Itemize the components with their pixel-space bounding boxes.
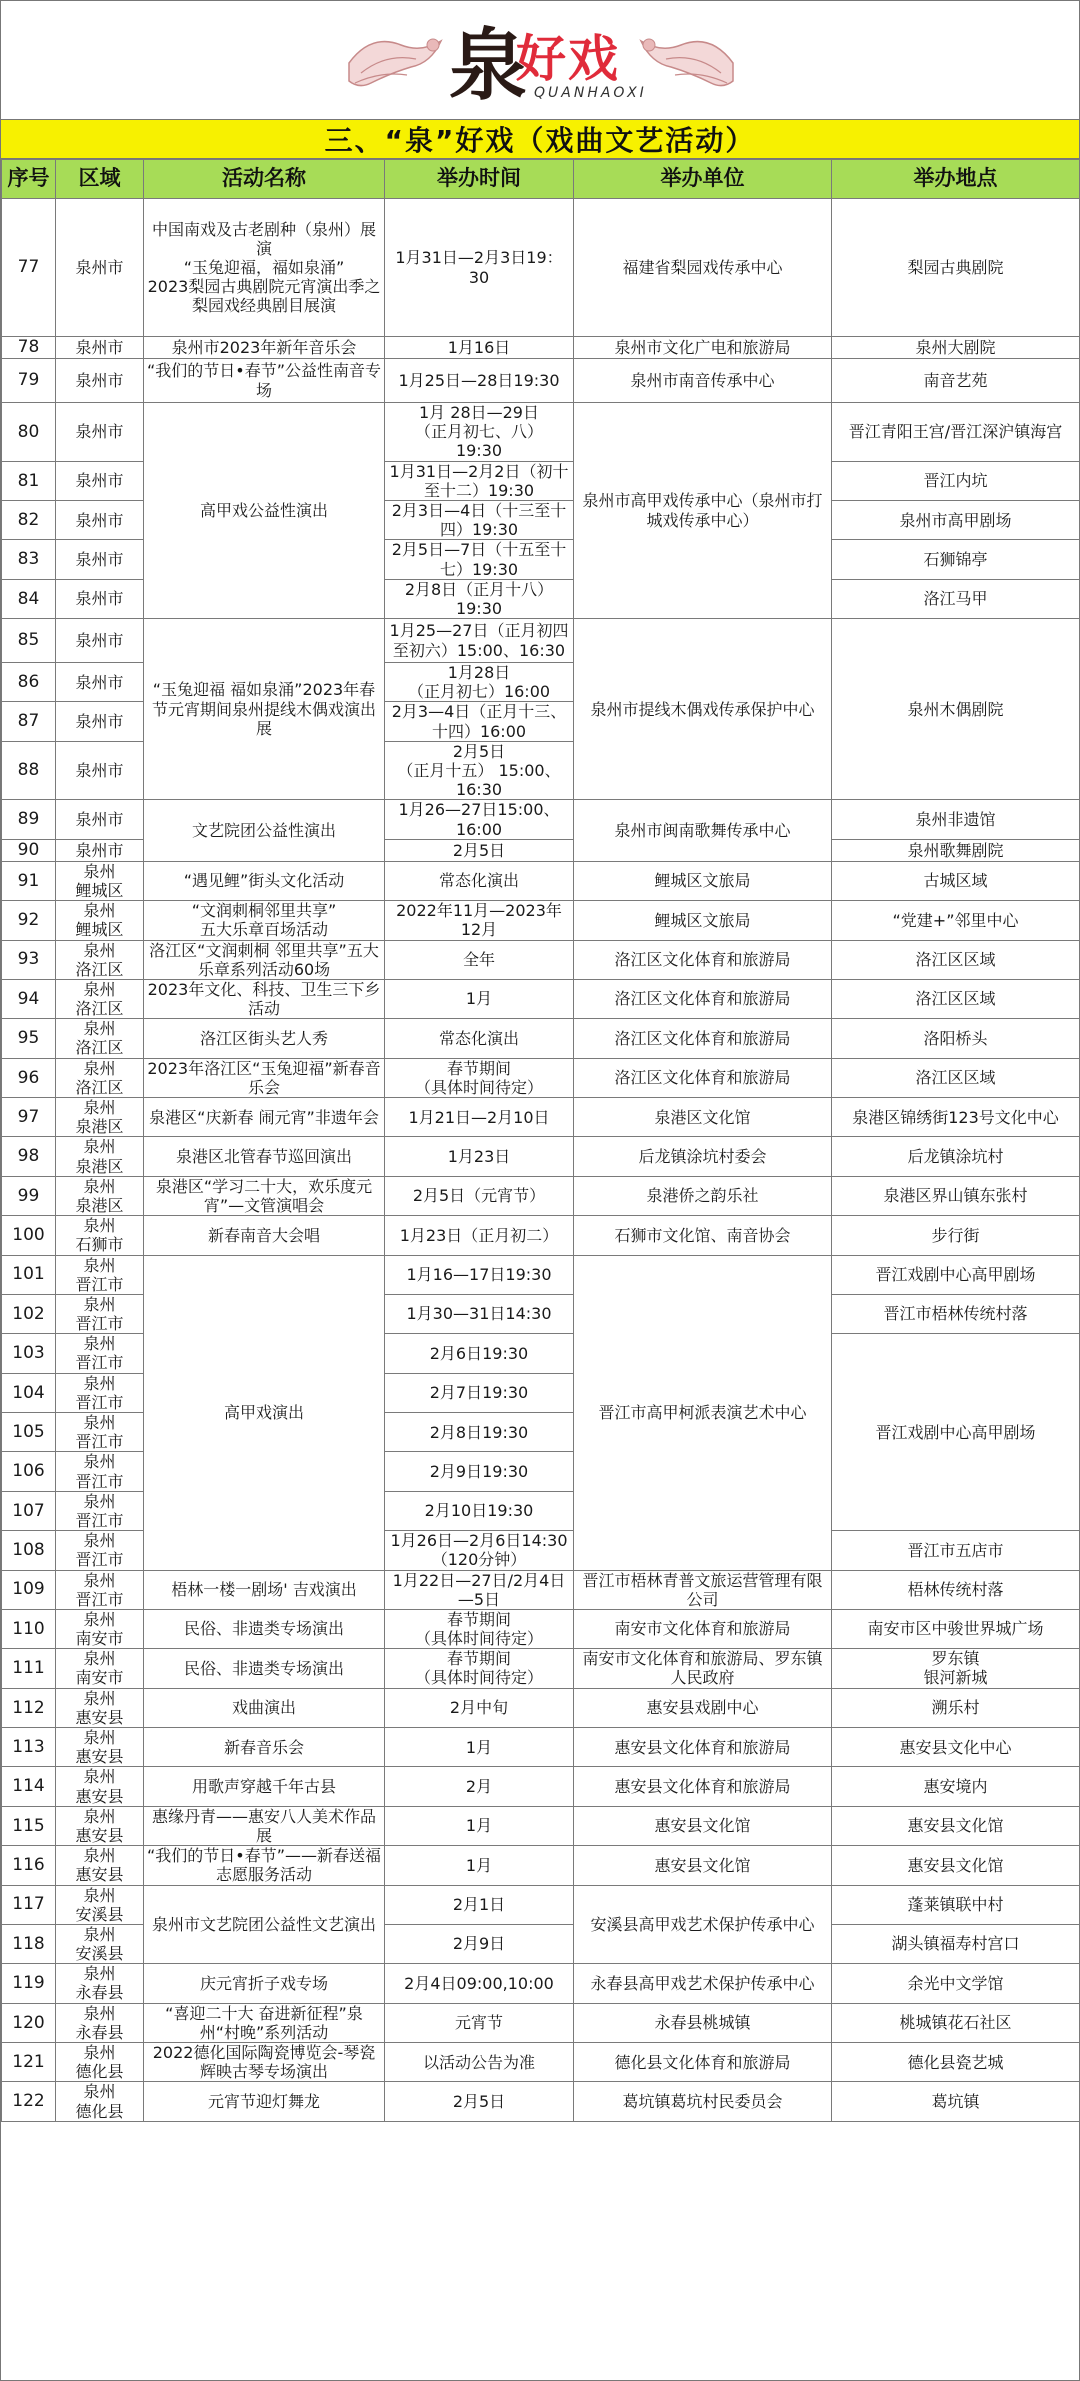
- area-cell: 泉州 南安市: [56, 1649, 144, 1688]
- table-row: [2, 1806, 1080, 1845]
- table-row: [2, 1137, 1080, 1176]
- venue-cell: 晋江市五店市: [832, 1531, 1080, 1570]
- area-cell: 泉州市: [56, 359, 144, 403]
- area-cell: 泉州 惠安县: [56, 1767, 144, 1806]
- organizer-cell: 德化县文化体育和旅游局: [574, 2043, 832, 2082]
- venue-cell: 泉港区锦绣街123号文化中心: [832, 1098, 1080, 1137]
- activity-name-cell: 新春南音大会唱: [144, 1216, 385, 1255]
- organizer-cell: 泉港区文化馆: [574, 1098, 832, 1137]
- row-number: 87: [2, 702, 56, 741]
- organizer-cell: 晋江市梧林青普文旅运营管理有限公司: [574, 1570, 832, 1609]
- row-number: 122: [2, 2082, 56, 2121]
- organizer-cell: 鲤城区文旅局: [574, 901, 832, 940]
- organizer-cell: 安溪县高甲戏艺术保护传承中心: [574, 1885, 832, 1964]
- venue-cell: “党建+”邻里中心: [832, 901, 1080, 940]
- flying-apsara-right-icon: [631, 23, 741, 103]
- row-number: 120: [2, 2003, 56, 2042]
- venue-cell: 泉州市高甲剧场: [832, 500, 1080, 539]
- time-cell: 1月16日: [385, 337, 574, 359]
- table-row: [2, 1176, 1080, 1215]
- time-cell: 春节期间 （具体时间待定）: [385, 1058, 574, 1097]
- time-cell: 1月25—27日（正月初四至初六）15:00、16:30: [385, 619, 574, 663]
- organizer-cell: 惠安县戏剧中心: [574, 1688, 832, 1727]
- venue-cell: 晋江戏剧中心高甲剧场: [832, 1255, 1080, 1294]
- organizer-cell: 后龙镇涂坑村委会: [574, 1137, 832, 1176]
- row-number: 102: [2, 1294, 56, 1333]
- activity-name-cell: 庆元宵折子戏专场: [144, 1964, 385, 2003]
- activity-name-cell: 中国南戏及古老剧种（泉州）展演 “玉兔迎福，福如泉涌” 2023梨园古典剧院元宵演出季之梨园戏经典剧目展演: [144, 199, 385, 337]
- venue-cell: 泉州木偶剧院: [832, 619, 1080, 800]
- table-row: [2, 1570, 1080, 1609]
- activity-name-cell: 洛江区“文润刺桐 邻里共享”五大乐章系列活动60场: [144, 940, 385, 979]
- row-number: 81: [2, 461, 56, 500]
- row-number: 82: [2, 500, 56, 539]
- area-cell: 泉州市: [56, 337, 144, 359]
- row-number: 86: [2, 663, 56, 702]
- area-cell: 泉州市: [56, 741, 144, 800]
- organizer-cell: 鲤城区文旅局: [574, 861, 832, 900]
- time-cell: 1月25日—28日19:30: [385, 359, 574, 403]
- table-row: [2, 337, 1080, 359]
- activity-name-cell: 高甲戏公益性演出: [144, 403, 385, 619]
- area-cell: 泉州 泉港区: [56, 1176, 144, 1215]
- row-number: 98: [2, 1137, 56, 1176]
- venue-cell: 德化县瓷艺城: [832, 2043, 1080, 2082]
- table-header-row: [2, 160, 1080, 199]
- row-number: 93: [2, 940, 56, 979]
- venue-cell: 石狮锦亭: [832, 540, 1080, 579]
- time-cell: 春节期间 （具体时间待定）: [385, 1609, 574, 1648]
- logo: [341, 9, 741, 113]
- table-row: [2, 800, 1080, 839]
- area-cell: 泉州 晋江市: [56, 1570, 144, 1609]
- area-cell: 泉州 永春县: [56, 2003, 144, 2042]
- area-cell: 泉州 安溪县: [56, 1885, 144, 1924]
- row-number: 121: [2, 2043, 56, 2082]
- row-number: 92: [2, 901, 56, 940]
- time-cell: 1月21日—2月10日: [385, 1098, 574, 1137]
- organizer-cell: 南安市文化体育和旅游局: [574, 1609, 832, 1648]
- area-cell: 泉州 泉港区: [56, 1098, 144, 1137]
- time-cell: 1月: [385, 1806, 574, 1845]
- row-number: 79: [2, 359, 56, 403]
- time-cell: 2月5日: [385, 2082, 574, 2121]
- time-cell: 1月22日—27日/2月4日—5日: [385, 1570, 574, 1609]
- activity-name-cell: 泉港区“学习二十大，欢乐度元宵”—文管演唱会: [144, 1176, 385, 1215]
- time-cell: 2月9日: [385, 1924, 574, 1963]
- table-row: [2, 199, 1080, 337]
- time-cell: 1月23日: [385, 1137, 574, 1176]
- venue-cell: 南安市区中骏世界城广场: [832, 1609, 1080, 1648]
- organizer-cell: 洛江区文化体育和旅游局: [574, 979, 832, 1018]
- time-cell: 1月31日—2月2日（初十至十二）19:30: [385, 461, 574, 500]
- venue-cell: 步行街: [832, 1216, 1080, 1255]
- organizer-cell: 石狮市文化馆、南音协会: [574, 1216, 832, 1255]
- table-row: [2, 1019, 1080, 1058]
- area-cell: 泉州市: [56, 800, 144, 839]
- time-cell: 1月: [385, 1728, 574, 1767]
- venue-cell: 洛江区区域: [832, 979, 1080, 1018]
- area-cell: 泉州 泉港区: [56, 1137, 144, 1176]
- organizer-cell: 泉州市南音传承中心: [574, 359, 832, 403]
- col-header-name: 活动名称: [144, 160, 385, 199]
- activity-name-cell: 戏曲演出: [144, 1688, 385, 1727]
- activity-name-cell: 泉州市文艺院团公益性文艺演出: [144, 1885, 385, 1964]
- activity-name-cell: 新春音乐会: [144, 1728, 385, 1767]
- venue-cell: 洛江马甲: [832, 579, 1080, 618]
- flying-apsara-left-icon: [341, 23, 451, 103]
- time-cell: 2月5日 （正月十五） 15:00、16:30: [385, 741, 574, 800]
- area-cell: 泉州 惠安县: [56, 1806, 144, 1845]
- row-number: 107: [2, 1491, 56, 1530]
- row-number: 96: [2, 1058, 56, 1097]
- venue-cell: 溯乐村: [832, 1688, 1080, 1727]
- venue-cell: 泉港区界山镇东张村: [832, 1176, 1080, 1215]
- row-number: 113: [2, 1728, 56, 1767]
- organizer-cell: 泉州市文化广电和旅游局: [574, 337, 832, 359]
- table-row: [2, 1649, 1080, 1688]
- area-cell: 泉州 德化县: [56, 2082, 144, 2121]
- table-row: [2, 979, 1080, 1018]
- events-table: [1, 159, 1080, 2122]
- time-cell: 1月: [385, 979, 574, 1018]
- time-cell: 1月31日—2月3日19：30: [385, 199, 574, 337]
- venue-cell: 晋江市梧林传统村落: [832, 1294, 1080, 1333]
- row-number: 101: [2, 1255, 56, 1294]
- activity-name-cell: 民俗、非遗类专场演出: [144, 1609, 385, 1648]
- col-header-area: 区域: [56, 160, 144, 199]
- activity-name-cell: 文艺院团公益性演出: [144, 800, 385, 861]
- row-number: 88: [2, 741, 56, 800]
- venue-cell: 晋江内坑: [832, 461, 1080, 500]
- venue-cell: 惠安境内: [832, 1767, 1080, 1806]
- area-cell: 泉州市: [56, 839, 144, 861]
- area-cell: 泉州市: [56, 199, 144, 337]
- table-row: [2, 901, 1080, 940]
- organizer-cell: 永春县高甲戏艺术保护传承中心: [574, 1964, 832, 2003]
- time-cell: 常态化演出: [385, 861, 574, 900]
- activity-name-cell: “我们的节日•春节”——新春送福志愿服务活动: [144, 1846, 385, 1885]
- header: [1, 1, 1079, 120]
- table-row: [2, 1098, 1080, 1137]
- row-number: 105: [2, 1413, 56, 1452]
- table-row: [2, 1767, 1080, 1806]
- venue-cell: 罗东镇 银河新城: [832, 1649, 1080, 1688]
- row-number: 97: [2, 1098, 56, 1137]
- venue-cell: 洛江区区域: [832, 940, 1080, 979]
- area-cell: 泉州 晋江市: [56, 1452, 144, 1491]
- time-cell: 2月7日19:30: [385, 1373, 574, 1412]
- row-number: 106: [2, 1452, 56, 1491]
- row-number: 77: [2, 199, 56, 337]
- table-row: [2, 1255, 1080, 1294]
- area-cell: 泉州 洛江区: [56, 1058, 144, 1097]
- time-cell: 1月30—31日14:30: [385, 1294, 574, 1333]
- time-cell: 1月 28日—29日 （正月初七、八） 19:30: [385, 403, 574, 462]
- activity-name-cell: 2023年洛江区“玉兔迎福”新春音乐会: [144, 1058, 385, 1097]
- table-row: [2, 1885, 1080, 1924]
- area-cell: 泉州 晋江市: [56, 1294, 144, 1333]
- time-cell: 全年: [385, 940, 574, 979]
- time-cell: 2月: [385, 1767, 574, 1806]
- venue-cell: 葛坑镇: [832, 2082, 1080, 2121]
- venue-cell: 晋江青阳王宫/晋江深沪镇海宫: [832, 403, 1080, 462]
- venue-cell: 后龙镇涂坑村: [832, 1137, 1080, 1176]
- time-cell: 2月10日19:30: [385, 1491, 574, 1530]
- venue-cell: 洛江区区域: [832, 1058, 1080, 1097]
- activity-name-cell: “文润刺桐邻里共享” 五大乐章百场活动: [144, 901, 385, 940]
- area-cell: 泉州 洛江区: [56, 1019, 144, 1058]
- col-header-time: 举办时间: [385, 160, 574, 199]
- area-cell: 泉州市: [56, 702, 144, 741]
- time-cell: 元宵节: [385, 2003, 574, 2042]
- organizer-cell: 泉州市高甲戏传承中心（泉州市打城戏传承中心）: [574, 403, 832, 619]
- area-cell: 泉州 鲤城区: [56, 861, 144, 900]
- organizer-cell: 泉州市闽南歌舞传承中心: [574, 800, 832, 861]
- area-cell: 泉州 惠安县: [56, 1688, 144, 1727]
- col-header-org: 举办单位: [574, 160, 832, 199]
- table-row: [2, 1846, 1080, 1885]
- activity-name-cell: 元宵节迎灯舞龙: [144, 2082, 385, 2121]
- activity-name-cell: 洛江区街头艺人秀: [144, 1019, 385, 1058]
- row-number: 99: [2, 1176, 56, 1215]
- organizer-cell: 洛江区文化体育和旅游局: [574, 1019, 832, 1058]
- organizer-cell: 泉港侨之韵乐社: [574, 1176, 832, 1215]
- venue-cell: 惠安县文化馆: [832, 1846, 1080, 1885]
- organizer-cell: 泉州市提线木偶戏传承保护中心: [574, 619, 832, 800]
- area-cell: 泉州市: [56, 619, 144, 663]
- table-row: [2, 403, 1080, 462]
- logo-pinyin: QUANHAOXI: [534, 85, 647, 101]
- section-title: 三、“泉”好戏（戏曲文艺活动）: [1, 120, 1079, 159]
- row-number: 83: [2, 540, 56, 579]
- time-cell: 2022年11月—2023年12月: [385, 901, 574, 940]
- venue-cell: 泉州非遗馆: [832, 800, 1080, 839]
- area-cell: 泉州 德化县: [56, 2043, 144, 2082]
- row-number: 78: [2, 337, 56, 359]
- venue-cell: 梧林传统村落: [832, 1570, 1080, 1609]
- time-cell: 2月4日09:00,10:00: [385, 1964, 574, 2003]
- area-cell: 泉州 晋江市: [56, 1531, 144, 1570]
- row-number: 95: [2, 1019, 56, 1058]
- table-row: [2, 1216, 1080, 1255]
- time-cell: 2月6日19:30: [385, 1334, 574, 1373]
- table-row: [2, 1688, 1080, 1727]
- activity-name-cell: 泉港区北管春节巡回演出: [144, 1137, 385, 1176]
- time-cell: 2月3—4日（正月十三、十四）16:00: [385, 702, 574, 741]
- area-cell: 泉州 晋江市: [56, 1373, 144, 1412]
- area-cell: 泉州 晋江市: [56, 1334, 144, 1373]
- row-number: 84: [2, 579, 56, 618]
- venue-cell: 泉州歌舞剧院: [832, 839, 1080, 861]
- area-cell: 泉州 鲤城区: [56, 901, 144, 940]
- time-cell: 1月28日 （正月初七）16:00: [385, 663, 574, 702]
- activity-name-cell: 2023年文化、科技、卫生三下乡活动: [144, 979, 385, 1018]
- row-number: 80: [2, 403, 56, 462]
- activity-name-cell: “玉兔迎福 福如泉涌”2023年春节元宵期间泉州提线木偶戏演出展: [144, 619, 385, 800]
- venue-cell: 南音艺苑: [832, 359, 1080, 403]
- time-cell: 2月中旬: [385, 1688, 574, 1727]
- area-cell: 泉州 洛江区: [56, 940, 144, 979]
- time-cell: 以活动公告为准: [385, 2043, 574, 2082]
- time-cell: 1月23日（正月初二）: [385, 1216, 574, 1255]
- activity-name-cell: 用歌声穿越千年古县: [144, 1767, 385, 1806]
- organizer-cell: 惠安县文化体育和旅游局: [574, 1767, 832, 1806]
- logo-glyph: 泉: [449, 20, 528, 111]
- row-number: 111: [2, 1649, 56, 1688]
- organizer-cell: 永春县桃城镇: [574, 2003, 832, 2042]
- organizer-cell: 惠安县文化体育和旅游局: [574, 1728, 832, 1767]
- row-number: 90: [2, 839, 56, 861]
- row-number: 114: [2, 1767, 56, 1806]
- area-cell: 泉州 洛江区: [56, 979, 144, 1018]
- organizer-cell: 洛江区文化体育和旅游局: [574, 940, 832, 979]
- row-number: 91: [2, 861, 56, 900]
- row-number: 118: [2, 1924, 56, 1963]
- time-cell: 春节期间 （具体时间待定）: [385, 1649, 574, 1688]
- venue-cell: 余光中文学馆: [832, 1964, 1080, 2003]
- venue-cell: 洛阳桥头: [832, 1019, 1080, 1058]
- table-row: [2, 2043, 1080, 2082]
- time-cell: 1月16—17日19:30: [385, 1255, 574, 1294]
- activity-name-cell: 泉港区“庆新春 闹元宵”非遗年会: [144, 1098, 385, 1137]
- time-cell: 1月: [385, 1846, 574, 1885]
- area-cell: 泉州 晋江市: [56, 1413, 144, 1452]
- table-row: [2, 1609, 1080, 1648]
- area-cell: 泉州 惠安县: [56, 1846, 144, 1885]
- area-cell: 泉州市: [56, 540, 144, 579]
- table-row: [2, 1728, 1080, 1767]
- logo-name: 好戏: [516, 30, 620, 88]
- time-cell: 1月26—27日15:00、16:00: [385, 800, 574, 839]
- area-cell: 泉州 惠安县: [56, 1728, 144, 1767]
- area-cell: 泉州 南安市: [56, 1609, 144, 1648]
- activity-name-cell: “遇见鲤”街头文化活动: [144, 861, 385, 900]
- activity-name-cell: “我们的节日•春节”公益性南音专场: [144, 359, 385, 403]
- area-cell: 泉州市: [56, 500, 144, 539]
- table-row: [2, 2082, 1080, 2121]
- venue-cell: 泉州大剧院: [832, 337, 1080, 359]
- table-row: [2, 2003, 1080, 2042]
- time-cell: 2月9日19:30: [385, 1452, 574, 1491]
- area-cell: 泉州 晋江市: [56, 1491, 144, 1530]
- activity-name-cell: “喜迎二十大 奋进新征程”泉州“村晚”系列活动: [144, 2003, 385, 2042]
- organizer-cell: 福建省梨园戏传承中心: [574, 199, 832, 337]
- organizer-cell: 惠安县文化馆: [574, 1846, 832, 1885]
- venue-cell: 蓬莱镇联中村: [832, 1885, 1080, 1924]
- row-number: 100: [2, 1216, 56, 1255]
- organizer-cell: 晋江市高甲柯派表演艺术中心: [574, 1255, 832, 1570]
- row-number: 115: [2, 1806, 56, 1845]
- activity-name-cell: 民俗、非遗类专场演出: [144, 1649, 385, 1688]
- area-cell: 泉州 晋江市: [56, 1255, 144, 1294]
- venue-cell: 晋江戏剧中心高甲剧场: [832, 1334, 1080, 1531]
- row-number: 103: [2, 1334, 56, 1373]
- row-number: 108: [2, 1531, 56, 1570]
- activity-name-cell: 泉州市2023年新年音乐会: [144, 337, 385, 359]
- activity-name-cell: 2022德化国际陶瓷博览会-琴瓷辉映古琴专场演出: [144, 2043, 385, 2082]
- table-row: [2, 1058, 1080, 1097]
- organizer-cell: 南安市文化体育和旅游局、罗东镇人民政府: [574, 1649, 832, 1688]
- area-cell: 泉州市: [56, 663, 144, 702]
- venue-cell: 湖头镇福寿村宫口: [832, 1924, 1080, 1963]
- table-row: [2, 861, 1080, 900]
- row-number: 85: [2, 619, 56, 663]
- row-number: 116: [2, 1846, 56, 1885]
- row-number: 104: [2, 1373, 56, 1412]
- col-header-venue: 举办地点: [832, 160, 1080, 199]
- table-row: [2, 359, 1080, 403]
- row-number: 117: [2, 1885, 56, 1924]
- row-number: 94: [2, 979, 56, 1018]
- col-header-no: 序号: [2, 160, 56, 199]
- venue-cell: 桃城镇花石社区: [832, 2003, 1080, 2042]
- venue-cell: 梨园古典剧院: [832, 199, 1080, 337]
- table-row: [2, 940, 1080, 979]
- time-cell: 2月5日: [385, 839, 574, 861]
- time-cell: 2月3日—4日（十三至十四）19:30: [385, 500, 574, 539]
- venue-cell: 惠安县文化馆: [832, 1806, 1080, 1845]
- time-cell: 2月8日（正月十八）19:30: [385, 579, 574, 618]
- time-cell: 2月5日—7日（十五至十七）19:30: [385, 540, 574, 579]
- activity-name-cell: 高甲戏演出: [144, 1255, 385, 1570]
- row-number: 112: [2, 1688, 56, 1727]
- area-cell: 泉州 石狮市: [56, 1216, 144, 1255]
- time-cell: 2月8日19:30: [385, 1413, 574, 1452]
- activity-name-cell: 惠缘丹青——惠安八人美术作品展: [144, 1806, 385, 1845]
- activity-name-cell: 梧林一楼一剧场' 吉戏演出: [144, 1570, 385, 1609]
- row-number: 109: [2, 1570, 56, 1609]
- area-cell: 泉州市: [56, 403, 144, 462]
- time-cell: 常态化演出: [385, 1019, 574, 1058]
- area-cell: 泉州 永春县: [56, 1964, 144, 2003]
- row-number: 110: [2, 1609, 56, 1648]
- time-cell: 1月26日—2月6日14:30（120分钟）: [385, 1531, 574, 1570]
- area-cell: 泉州市: [56, 461, 144, 500]
- row-number: 119: [2, 1964, 56, 2003]
- organizer-cell: 洛江区文化体育和旅游局: [574, 1058, 832, 1097]
- area-cell: 泉州 安溪县: [56, 1924, 144, 1963]
- venue-cell: 古城区域: [832, 861, 1080, 900]
- venue-cell: 惠安县文化中心: [832, 1728, 1080, 1767]
- row-number: 89: [2, 800, 56, 839]
- time-cell: 2月1日: [385, 1885, 574, 1924]
- time-cell: 2月5日（元宵节）: [385, 1176, 574, 1215]
- area-cell: 泉州市: [56, 579, 144, 618]
- organizer-cell: 惠安县文化馆: [574, 1806, 832, 1845]
- table-row: [2, 1964, 1080, 2003]
- organizer-cell: 葛坑镇葛坑村民委员会: [574, 2082, 832, 2121]
- table-row: [2, 619, 1080, 663]
